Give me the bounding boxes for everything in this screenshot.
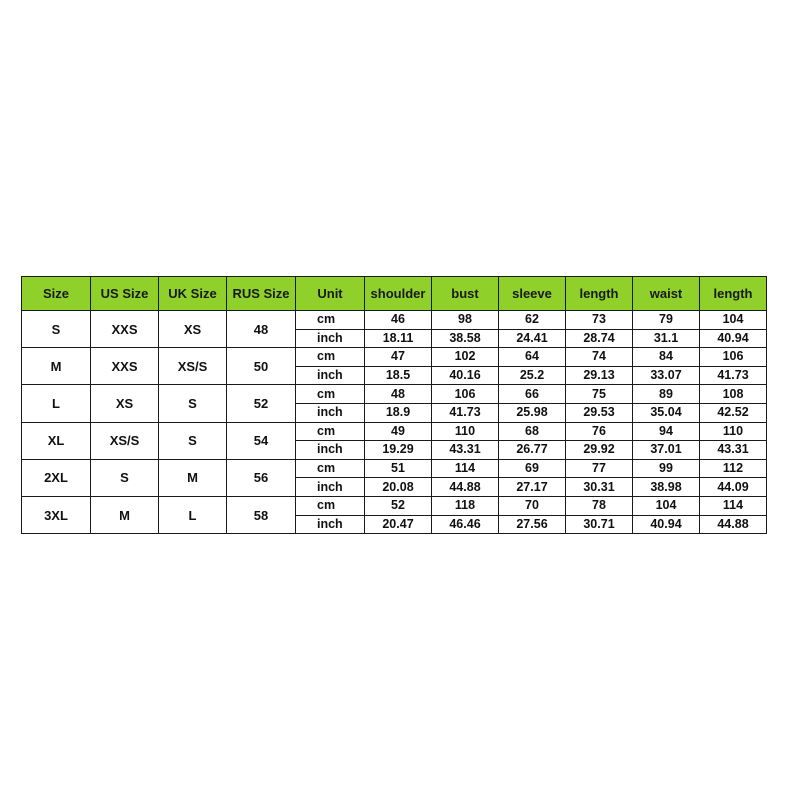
waist-cell: 94	[633, 422, 700, 441]
size-chart-body	[22, 311, 767, 534]
sleeve-cell: 66	[499, 385, 566, 404]
bust-cell: 118	[432, 496, 499, 515]
waist-cell: 38.98	[633, 478, 700, 497]
shoulder-cell: 20.08	[365, 478, 432, 497]
waist-cell: 40.94	[633, 515, 700, 534]
size-cell: 3XL	[22, 496, 91, 533]
waist-cell: 37.01	[633, 441, 700, 460]
length-2-cell: 44.88	[700, 515, 767, 534]
uk-size-cell: XS	[159, 311, 227, 348]
shoulder-cell: 20.47	[365, 515, 432, 534]
size-chart-table	[21, 276, 767, 534]
us-size-cell: XS/S	[91, 422, 159, 459]
header-row	[22, 277, 767, 311]
header-unit: Unit	[296, 277, 365, 311]
length-cell: 28.74	[566, 329, 633, 348]
table-row	[22, 422, 767, 441]
unit-cell: cm	[296, 422, 365, 441]
shoulder-cell: 18.11	[365, 329, 432, 348]
bust-cell: 114	[432, 459, 499, 478]
unit-cell: cm	[296, 385, 365, 404]
shoulder-cell: 46	[365, 311, 432, 330]
length-2-cell: 106	[700, 348, 767, 367]
length-cell: 76	[566, 422, 633, 441]
bust-cell: 98	[432, 311, 499, 330]
size-cell: S	[22, 311, 91, 348]
length-2-cell: 42.52	[700, 403, 767, 422]
header-sleeve: sleeve	[499, 277, 566, 311]
waist-cell: 79	[633, 311, 700, 330]
bust-cell: 43.31	[432, 441, 499, 460]
us-size-cell: M	[91, 496, 159, 533]
bust-cell: 106	[432, 385, 499, 404]
bust-cell: 46.46	[432, 515, 499, 534]
shoulder-cell: 47	[365, 348, 432, 367]
shoulder-cell: 52	[365, 496, 432, 515]
uk-size-cell: M	[159, 459, 227, 496]
size-chart-header	[22, 277, 767, 311]
sleeve-cell: 24.41	[499, 329, 566, 348]
unit-cell: cm	[296, 496, 365, 515]
sleeve-cell: 62	[499, 311, 566, 330]
rus-size-cell: 50	[227, 348, 296, 385]
rus-size-cell: 52	[227, 385, 296, 422]
shoulder-cell: 18.5	[365, 366, 432, 385]
length-cell: 78	[566, 496, 633, 515]
length-cell: 77	[566, 459, 633, 478]
header-bust: bust	[432, 277, 499, 311]
sleeve-cell: 25.98	[499, 403, 566, 422]
shoulder-cell: 19.29	[365, 441, 432, 460]
length-2-cell: 112	[700, 459, 767, 478]
length-cell: 30.71	[566, 515, 633, 534]
sleeve-cell: 64	[499, 348, 566, 367]
length-cell: 73	[566, 311, 633, 330]
unit-cell: inch	[296, 515, 365, 534]
uk-size-cell: L	[159, 496, 227, 533]
header-rus-size: RUS Size	[227, 277, 296, 311]
unit-cell: inch	[296, 366, 365, 385]
length-2-cell: 110	[700, 422, 767, 441]
length-2-cell: 41.73	[700, 366, 767, 385]
shoulder-cell: 51	[365, 459, 432, 478]
length-2-cell: 114	[700, 496, 767, 515]
size-chart-container	[21, 276, 764, 534]
table-row	[22, 385, 767, 404]
sleeve-cell: 26.77	[499, 441, 566, 460]
shoulder-cell: 49	[365, 422, 432, 441]
bust-cell: 102	[432, 348, 499, 367]
bust-cell: 38.58	[432, 329, 499, 348]
header-waist: waist	[633, 277, 700, 311]
uk-size-cell: S	[159, 422, 227, 459]
shoulder-cell: 48	[365, 385, 432, 404]
waist-cell: 33.07	[633, 366, 700, 385]
length-2-cell: 43.31	[700, 441, 767, 460]
bust-cell: 110	[432, 422, 499, 441]
sleeve-cell: 25.2	[499, 366, 566, 385]
table-row	[22, 348, 767, 367]
unit-cell: cm	[296, 311, 365, 330]
waist-cell: 104	[633, 496, 700, 515]
table-row	[22, 496, 767, 515]
length-cell: 74	[566, 348, 633, 367]
waist-cell: 84	[633, 348, 700, 367]
uk-size-cell: S	[159, 385, 227, 422]
size-cell: L	[22, 385, 91, 422]
bust-cell: 40.16	[432, 366, 499, 385]
length-cell: 29.53	[566, 403, 633, 422]
sleeve-cell: 70	[499, 496, 566, 515]
bust-cell: 41.73	[432, 403, 499, 422]
rus-size-cell: 58	[227, 496, 296, 533]
unit-cell: inch	[296, 441, 365, 460]
sleeve-cell: 69	[499, 459, 566, 478]
us-size-cell: XXS	[91, 311, 159, 348]
length-2-cell: 108	[700, 385, 767, 404]
length-cell: 30.31	[566, 478, 633, 497]
sleeve-cell: 27.56	[499, 515, 566, 534]
unit-cell: inch	[296, 403, 365, 422]
length-2-cell: 104	[700, 311, 767, 330]
us-size-cell: XXS	[91, 348, 159, 385]
length-cell: 29.92	[566, 441, 633, 460]
length-2-cell: 44.09	[700, 478, 767, 497]
us-size-cell: XS	[91, 385, 159, 422]
size-cell: M	[22, 348, 91, 385]
length-cell: 29.13	[566, 366, 633, 385]
length-cell: 75	[566, 385, 633, 404]
uk-size-cell: XS/S	[159, 348, 227, 385]
rus-size-cell: 48	[227, 311, 296, 348]
us-size-cell: S	[91, 459, 159, 496]
waist-cell: 35.04	[633, 403, 700, 422]
size-cell: XL	[22, 422, 91, 459]
unit-cell: cm	[296, 459, 365, 478]
table-row	[22, 459, 767, 478]
shoulder-cell: 18.9	[365, 403, 432, 422]
header-length-2: length	[700, 277, 767, 311]
sleeve-cell: 27.17	[499, 478, 566, 497]
length-2-cell: 40.94	[700, 329, 767, 348]
bust-cell: 44.88	[432, 478, 499, 497]
header-uk-size: UK Size	[159, 277, 227, 311]
header-shoulder: shoulder	[365, 277, 432, 311]
sleeve-cell: 68	[499, 422, 566, 441]
waist-cell: 89	[633, 385, 700, 404]
waist-cell: 99	[633, 459, 700, 478]
rus-size-cell: 54	[227, 422, 296, 459]
header-length: length	[566, 277, 633, 311]
size-cell: 2XL	[22, 459, 91, 496]
waist-cell: 31.1	[633, 329, 700, 348]
unit-cell: inch	[296, 329, 365, 348]
unit-cell: inch	[296, 478, 365, 497]
unit-cell: cm	[296, 348, 365, 367]
header-us-size: US Size	[91, 277, 159, 311]
rus-size-cell: 56	[227, 459, 296, 496]
table-row	[22, 311, 767, 330]
header-size: Size	[22, 277, 91, 311]
